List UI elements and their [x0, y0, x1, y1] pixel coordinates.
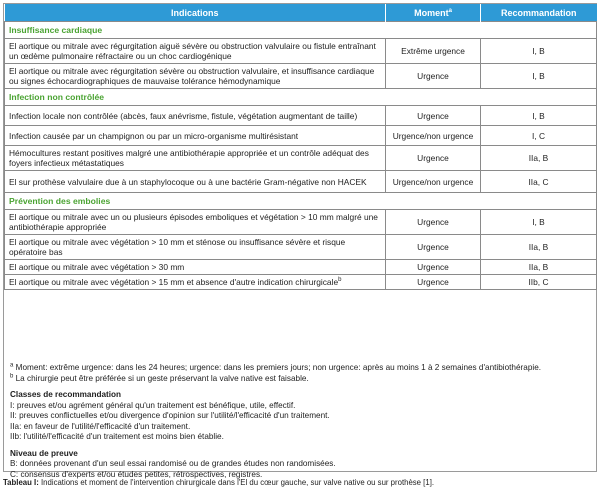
- recommendation-cell: I, C: [481, 126, 597, 146]
- footnote-a-text: Moment: extrême urgence: dans les 24 heures; urgence: dans les premiers jours; non urgence: après au moins 1 à 2 semaines d'antibiothérapie.: [13, 363, 542, 372]
- table-row: [5, 64, 597, 89]
- moment-cell: Urgence: [386, 64, 481, 89]
- indication-text: El aortique ou mitrale avec un ou plusieurs épisodes emboliques et végétation > 10 mm malgré une antibiothérapie appropriée: [9, 212, 378, 232]
- indication-cell: [5, 39, 386, 64]
- moment-cell: Extrême urgence: [386, 39, 481, 64]
- classes-item: I: preuves et/ou agrément général qu'un traitement est bénéfique, utile, effectif.: [10, 400, 296, 410]
- section-title: Insuffisance cardiaque: [5, 22, 597, 39]
- moment-cell: Urgence: [386, 146, 481, 171]
- caption-text: Indications et moment de l'intervention chirurgicale dans l'El du cœur gauche, sur valve native ou sur prothèse [1].: [38, 478, 435, 487]
- indications-table: [4, 4, 597, 290]
- table-header-row: [5, 4, 597, 22]
- footnote-ref: b: [338, 277, 342, 284]
- table-row: [5, 171, 597, 193]
- indication-cell: [5, 64, 386, 89]
- classes-item: II: preuves conflictuelles et/ou divergence d'opinion sur l'utilité/l'efficacité d'un traitement.: [10, 411, 330, 420]
- evidence-item: B: données provenant d'un seul essai randomisé ou de grandes études non randomisées.: [10, 459, 336, 468]
- recommendation-cell: I, B: [481, 106, 597, 126]
- table-body: [5, 22, 597, 290]
- header-moment-sup: a: [448, 7, 452, 14]
- classes-item: IIb: l'utilité/l'efficacité d'un traitement est moins bien établie.: [10, 432, 224, 441]
- indication-cell: [5, 146, 386, 171]
- moment-cell: Urgence: [386, 235, 481, 260]
- footnote-a-sup: a: [10, 362, 14, 369]
- indication-text: El sur prothèse valvulaire due à un staphylocoque ou à une bactérie Gram-négative non HACEK: [9, 176, 367, 187]
- recommendation-cell: IIa, C: [481, 171, 597, 193]
- footnote-b-sup: b: [10, 372, 14, 379]
- notes-block: [10, 363, 595, 480]
- footnote-a: [10, 363, 595, 374]
- caption-label: Tableau I:: [3, 478, 39, 487]
- classes-item: IIa: en faveur de l'utilité/l'efficacité d'un traitement.: [10, 421, 191, 431]
- indication-text: El aortique ou mitrale avec végétation > 30 mm: [9, 262, 185, 272]
- indication-cell: [5, 235, 386, 260]
- table-row: [5, 126, 597, 146]
- moment-cell: Urgence: [386, 260, 481, 275]
- indication-cell: [5, 171, 386, 193]
- table-row: [5, 106, 597, 126]
- section-row: [5, 22, 597, 39]
- moment-cell: Urgence: [386, 210, 481, 235]
- header-moment: [386, 4, 481, 22]
- moment-cell: Urgence/non urgence: [386, 126, 481, 146]
- header-indications: Indications: [5, 4, 386, 22]
- section-row: [5, 89, 597, 106]
- moment-cell: Urgence: [386, 106, 481, 126]
- table-frame: [3, 3, 597, 479]
- table-row: [5, 235, 597, 260]
- indication-text: El aortique ou mitrale avec végétation > 15 mm et absence d'autre indication chirurgicale: [9, 277, 339, 287]
- table-row: [5, 39, 597, 64]
- moment-cell: Urgence: [386, 275, 481, 290]
- table-row: [5, 146, 597, 171]
- header-moment-label: Moment: [414, 7, 449, 18]
- header-recommendation: Recommandation: [481, 4, 597, 22]
- indication-cell: [5, 260, 386, 275]
- classes-title: Classes de recommandation: [10, 390, 122, 399]
- section-row: [5, 193, 597, 210]
- evidence-title: Niveau de preuve: [10, 448, 78, 458]
- recommendation-cell: I, B: [481, 64, 597, 89]
- recommendation-cell: IIb, C: [481, 275, 597, 290]
- recommendation-cell: I, B: [481, 39, 597, 64]
- evidence-item: C: consensus d'experts et/ou études petites, rétrospectives, registres.: [10, 469, 263, 479]
- table-row: [5, 275, 597, 290]
- indication-cell: [5, 126, 386, 146]
- indication-text: Infection causée par un champignon ou par un micro-organisme multirésistant: [9, 130, 299, 141]
- table-row: [5, 210, 597, 235]
- recommendation-cell: IIa, B: [481, 235, 597, 260]
- footnote-b: [10, 374, 595, 385]
- footnote-b-text: La chirurgie peut être préférée si un geste préservant la valve native est faisable.: [13, 373, 309, 383]
- indication-cell: [5, 275, 386, 290]
- indication-cell: [5, 106, 386, 126]
- recommendation-cell: IIa, B: [481, 260, 597, 275]
- table-row: [5, 260, 597, 275]
- table-caption: [3, 478, 434, 487]
- indication-text: Infection locale non contrôlée (abcès, faux anévrisme, fistule, végétation augmentant de taille): [9, 110, 358, 121]
- indication-cell: [5, 210, 386, 235]
- recommendation-cell: I, B: [481, 210, 597, 235]
- indication-text: El aortique ou mitrale avec régurgitation aiguë sévère ou obstruction valvulaire ou fistule entraînant un œdème pulmonaire réfractaire ou un choc cardiogénique: [9, 41, 376, 61]
- indication-text: El aortique ou mitrale avec régurgitation sévère ou obstruction valvulaire, et insuffisance cardiaque ou signes échocardiographiques de mauvaise tolérance hémodynamique: [9, 66, 375, 86]
- indication-text: Hémocultures restant positives malgré une antibiothérapie appropriée et un contrôle adéquat des foyers infectieux métastatiques: [9, 148, 369, 168]
- moment-cell: Urgence/non urgence: [386, 171, 481, 193]
- indication-text: El aortique ou mitrale avec végétation > 10 mm et sténose ou insuffisance sévère et risque opératoire bas: [9, 237, 346, 257]
- recommendation-cell: IIa, B: [481, 146, 597, 171]
- section-title: Prévention des embolies: [5, 193, 597, 210]
- section-title: Infection non contrôlée: [5, 89, 597, 106]
